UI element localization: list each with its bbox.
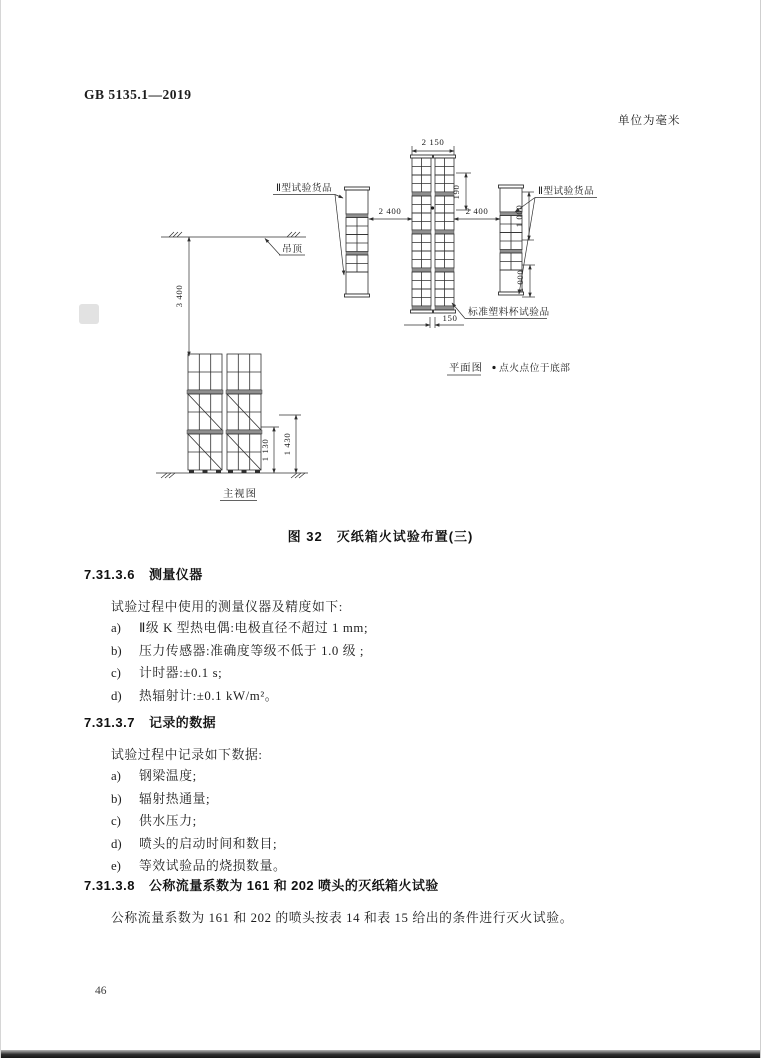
unit-note: 单位为毫米	[618, 115, 681, 127]
list-item: d) 热辐射计:±0.1 kW/m²。	[111, 688, 279, 703]
dim-right-upper: 1 000	[514, 204, 524, 228]
dim-right-lower: 1 000	[515, 269, 525, 293]
list-item: b) 压力传感器:准确度等级不低于 1.0 级 ;	[111, 643, 365, 658]
plan-view-label: 平面图	[449, 363, 483, 374]
recorded-data-list	[111, 765, 286, 878]
section-number: 7.31.3.6	[84, 567, 135, 582]
section-heading-7-31-3-8	[84, 875, 439, 894]
section-heading-7-31-3-6	[84, 564, 203, 583]
ignition-point-dot	[431, 206, 434, 209]
list-item: b) 辐射热通量;	[111, 791, 211, 806]
page-number: 46	[95, 985, 107, 997]
section-title: 记录的数据	[149, 715, 217, 730]
list-item: a) Ⅱ级 K 型热电偶:电极直径不超过 1 mm;	[111, 621, 369, 635]
section-body: 公称流量系数为 161 和 202 的喷头按表 14 和表 15 给出的条件进行灭火试验。	[111, 911, 574, 925]
front-view-label: 主视图	[223, 489, 257, 500]
list-item: c) 计时器:±0.1 s;	[111, 666, 223, 681]
dim-left-gap: 2 400	[378, 206, 402, 216]
front-view	[156, 232, 308, 501]
dim-stagger: 190	[451, 184, 461, 200]
section-heading-7-31-3-7	[84, 712, 216, 731]
list-item: c) 供水压力;	[111, 814, 197, 829]
instrument-list	[111, 617, 368, 707]
dim-stack-inner: 1 130	[260, 438, 270, 462]
label-cargo-right: Ⅱ型试验货品	[538, 186, 595, 197]
scan-edge-shadow	[1, 1050, 760, 1058]
section-number: 7.31.3.8	[84, 878, 135, 893]
figure-diagram	[73, 128, 618, 510]
section-title: 测量仪器	[149, 567, 203, 582]
dim-stack-outer: 1 430	[282, 432, 292, 456]
section-title: 公称流量系数为 161 和 202 喷头的灭纸箱火试验	[149, 878, 439, 893]
dim-flue: 150	[442, 313, 458, 323]
plan-view	[273, 137, 597, 375]
standard-number: GB 5135.1—2019	[84, 87, 192, 102]
dim-ceiling-height: 3 400	[174, 284, 184, 308]
ignition-legend-dot	[492, 366, 495, 369]
figure-caption: 图 32 灭纸箱火试验布置(三)	[287, 529, 474, 544]
section-intro: 试验过程中使用的测量仪器及精度如下:	[111, 600, 343, 614]
dim-top-width: 2 150	[421, 137, 445, 147]
section-number: 7.31.3.7	[84, 715, 135, 730]
label-cargo-left: Ⅱ型试验货品	[276, 183, 333, 194]
list-item: a) 钢梁温度;	[111, 769, 197, 783]
ignition-note: 点火点位于底部	[499, 363, 571, 374]
list-item: e) 等效试验品的烧损数量。	[111, 859, 287, 874]
label-ceiling: 吊顶	[282, 244, 303, 255]
section-intro: 试验过程中记录如下数据:	[111, 748, 263, 762]
label-plastic-cup: 标准塑料杯试验品	[468, 307, 550, 318]
list-item: d) 喷头的启动时间和数目;	[111, 836, 278, 851]
dim-right-gap: 2 400	[465, 206, 489, 216]
